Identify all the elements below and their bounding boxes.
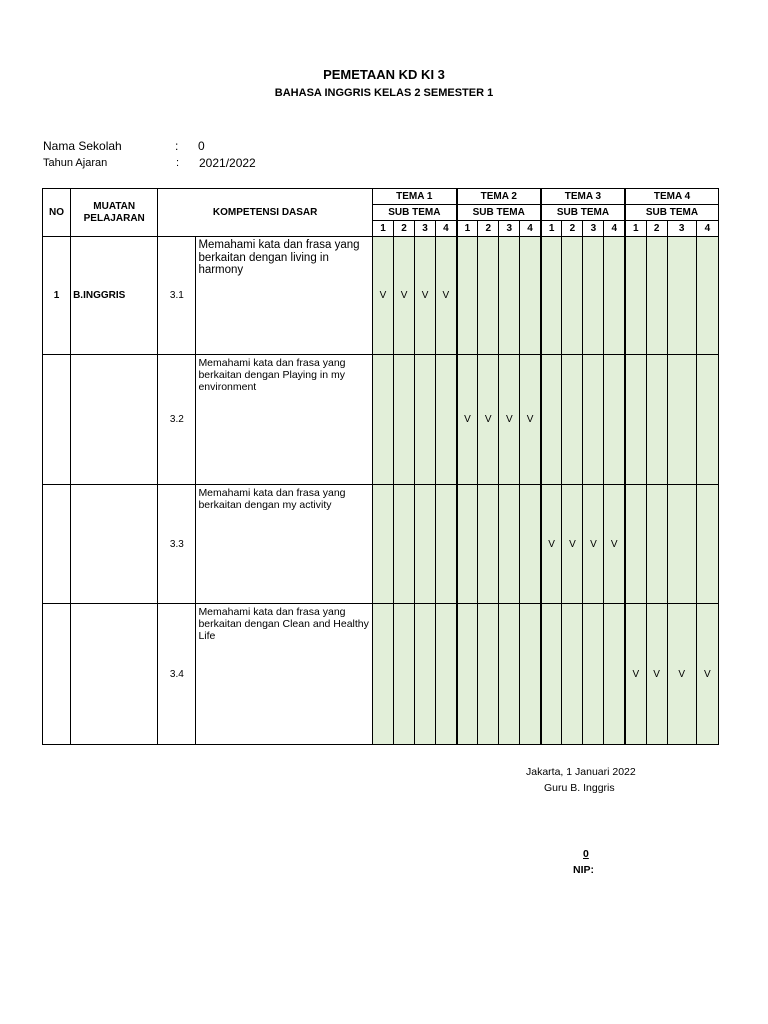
check-cell	[696, 485, 718, 604]
check-cell	[625, 485, 646, 604]
year-separator: :	[176, 157, 180, 169]
kd-row	[43, 485, 719, 604]
check-cell	[667, 355, 696, 485]
check-cell	[562, 604, 583, 745]
header-subtema-3: SUB TEMA	[541, 205, 625, 221]
check-cell	[541, 237, 562, 355]
check-cell	[436, 604, 457, 745]
header-tema-3: TEMA 3	[541, 189, 625, 205]
check-cell	[520, 485, 541, 604]
kd-mapping-table	[42, 188, 719, 745]
subtema-number: 3	[415, 221, 436, 237]
row-number	[43, 485, 71, 604]
signature-name: 0	[583, 848, 589, 860]
school-label: Nama Sekolah	[43, 139, 122, 153]
kd-row	[43, 237, 719, 355]
row-muatan: B.INGGRIS	[71, 237, 158, 355]
check-mark: V	[436, 237, 457, 355]
check-cell	[415, 604, 436, 745]
header-no: NO	[43, 189, 71, 237]
check-mark: V	[667, 604, 696, 745]
kd-code: 3.2	[158, 355, 196, 485]
check-cell	[457, 485, 478, 604]
check-cell	[436, 355, 457, 485]
check-cell	[457, 237, 478, 355]
kd-description: Memahami kata dan frasa yang berkaitan dengan my activity	[196, 485, 373, 604]
kd-description: Memahami kata dan frasa yang berkaitan dengan Clean and Healthy Life	[196, 604, 373, 745]
kd-code: 3.1	[158, 237, 196, 355]
check-cell	[478, 604, 499, 745]
check-cell	[646, 237, 667, 355]
check-mark: V	[499, 355, 520, 485]
check-mark: V	[520, 355, 541, 485]
check-cell	[646, 485, 667, 604]
check-cell	[478, 237, 499, 355]
check-cell	[604, 355, 625, 485]
subtema-number: 2	[478, 221, 499, 237]
subtema-number: 1	[457, 221, 478, 237]
check-mark: V	[696, 604, 718, 745]
subtema-number: 2	[646, 221, 667, 237]
check-cell	[604, 237, 625, 355]
row-number	[43, 604, 71, 745]
check-cell	[499, 237, 520, 355]
kd-row	[43, 355, 719, 485]
check-mark: V	[562, 485, 583, 604]
check-mark: V	[415, 237, 436, 355]
check-cell	[646, 355, 667, 485]
check-cell	[625, 237, 646, 355]
subtema-number: 1	[541, 221, 562, 237]
school-separator: :	[175, 139, 179, 153]
document-title: PEMETAAN KD KI 3	[323, 67, 445, 82]
check-cell	[541, 355, 562, 485]
signature-role: Guru B. Inggris	[544, 782, 615, 794]
subtema-number: 4	[436, 221, 457, 237]
header-subtema-2: SUB TEMA	[457, 205, 541, 221]
row-muatan	[71, 355, 158, 485]
signature-nip: NIP:	[573, 864, 594, 876]
subtema-number: 4	[520, 221, 541, 237]
document-subtitle: BAHASA INGGRIS KELAS 2 SEMESTER 1	[274, 87, 494, 99]
subtema-number: 2	[562, 221, 583, 237]
check-cell	[372, 485, 393, 604]
check-cell	[478, 485, 499, 604]
kd-code: 3.3	[158, 485, 196, 604]
subtema-number: 3	[499, 221, 520, 237]
check-cell	[562, 355, 583, 485]
check-cell	[520, 237, 541, 355]
header-muatan: MUATAN PELAJARAN	[71, 189, 158, 237]
check-cell	[372, 604, 393, 745]
check-cell	[394, 485, 415, 604]
check-cell	[583, 604, 604, 745]
check-mark: V	[478, 355, 499, 485]
row-number: 1	[43, 237, 71, 355]
check-cell	[667, 237, 696, 355]
kd-description: Memahami kata dan frasa yang berkaitan dengan Playing in my environment	[196, 355, 373, 485]
row-muatan	[71, 604, 158, 745]
check-cell	[667, 485, 696, 604]
header-kompetensi: KOMPETENSI DASAR	[158, 189, 373, 237]
check-cell	[499, 485, 520, 604]
subtema-number: 1	[625, 221, 646, 237]
kd-table-body	[43, 237, 719, 745]
check-cell	[696, 355, 718, 485]
check-cell	[457, 604, 478, 745]
row-number	[43, 355, 71, 485]
year-label: Tahun Ajaran	[43, 157, 108, 169]
subtema-number: 3	[667, 221, 696, 237]
check-mark: V	[625, 604, 646, 745]
header-tema-1: TEMA 1	[372, 189, 456, 205]
check-cell	[372, 355, 393, 485]
check-cell	[394, 355, 415, 485]
check-cell	[415, 355, 436, 485]
check-mark: V	[372, 237, 393, 355]
check-mark: V	[394, 237, 415, 355]
check-cell	[541, 604, 562, 745]
check-mark: V	[646, 604, 667, 745]
check-cell	[696, 237, 718, 355]
check-cell	[436, 485, 457, 604]
header-subtema-4: SUB TEMA	[625, 205, 718, 221]
header-tema-4: TEMA 4	[625, 189, 718, 205]
check-cell	[520, 604, 541, 745]
check-cell	[394, 604, 415, 745]
check-cell	[604, 604, 625, 745]
subtema-number: 2	[394, 221, 415, 237]
subtema-number: 3	[583, 221, 604, 237]
check-mark: V	[583, 485, 604, 604]
check-mark: V	[457, 355, 478, 485]
check-mark: V	[541, 485, 562, 604]
signature-place-date: Jakarta, 1 Januari 2022	[526, 766, 636, 778]
subtema-number: 1	[372, 221, 393, 237]
check-cell	[625, 355, 646, 485]
check-mark: V	[604, 485, 625, 604]
year-value: 2021/2022	[199, 156, 256, 170]
check-cell	[583, 355, 604, 485]
check-cell	[562, 237, 583, 355]
header-tema-2: TEMA 2	[457, 189, 541, 205]
kd-row	[43, 604, 719, 745]
kd-description: Memahami kata dan frasa yang berkaitan dengan living in harmony	[196, 237, 373, 355]
header-subtema-1: SUB TEMA	[372, 205, 456, 221]
subtema-number: 4	[604, 221, 625, 237]
check-cell	[499, 604, 520, 745]
kd-code: 3.4	[158, 604, 196, 745]
row-muatan	[71, 485, 158, 604]
school-value: 0	[198, 139, 205, 153]
check-cell	[583, 237, 604, 355]
subtema-number: 4	[696, 221, 718, 237]
check-cell	[415, 485, 436, 604]
